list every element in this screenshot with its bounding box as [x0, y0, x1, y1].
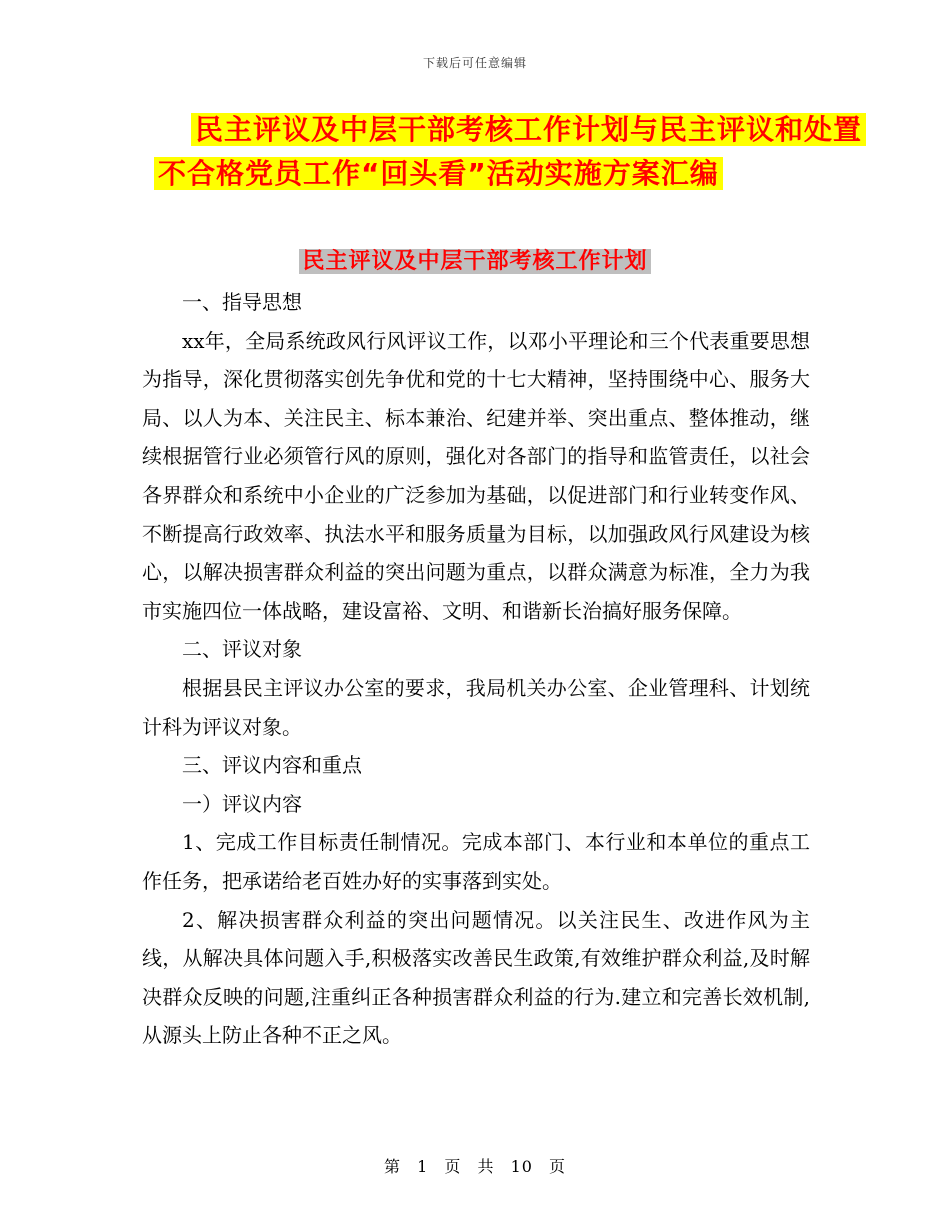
- header-note: 下载后可任意编辑: [422, 56, 527, 70]
- paragraph-item-2: 2、解决损害群众利益的突出问题情况。以关注民生、改进作风为主线，从解决具体问题入手,积极落实改善民生政策,有效维护群众利益,及时解决群众反映的问题,注重纠正各种损害群众利益的行为.建立和完善长效机制,从源头上防止各种不正之风。: [142, 907, 810, 1048]
- heading-guiding-ideology: 一、指导思想: [182, 290, 302, 314]
- footer-total-prefix: 共: [477, 1157, 495, 1176]
- subheading-evaluation-content: 一）评议内容: [182, 791, 302, 816]
- main-title-line-1-text: 民主评议及中层干部考核工作计划与民主评议和处置: [191, 113, 866, 146]
- heading-evaluation-targets: 二、评议对象: [182, 637, 302, 662]
- footer-total-pages: 10: [510, 1157, 533, 1176]
- main-title-line-1: [0, 112, 950, 148]
- footer-page-word: 页: [444, 1157, 462, 1176]
- paragraph-guiding-ideology: xx年，全局系统政风行风评议工作，以邓小平理论和三个代表重要思想为指导，深化贯彻落实创先争优和党的十七大精神，坚持围绕中心、服务大局、以人为本、关注民主、标本兼治、纪建并举、突出重点、整体推动，继续根据管行业必须管行风的原则，强化对各部门的指导和监管责任，以社会各界群众和系统中小企业的广泛参加为基础，以促进部门和行业转变作风、不断提高行政效率、执法水平和服务质量为目标，以加强政风行风建设为核心，以解决损害群众利益的突出问题为重点，以群众满意为标准，全力为我市实施四位一体战略，建设富裕、文明、和谐新长治搞好服务保障。: [142, 328, 810, 623]
- main-title-line-2-text: 不合格党员工作“回头看”活动实施方案汇编: [154, 157, 723, 190]
- heading-evaluation-content: 三、评议内容和重点: [182, 753, 362, 778]
- footer-total-word: 页: [549, 1157, 567, 1176]
- page-footer: [0, 1154, 950, 1177]
- paragraph-item-1: 1、完成工作目标责任制情况。完成本部门、本行业和本单位的重点工作任务，把承诺给老百姓办好的实事落到实处。: [142, 830, 810, 893]
- section-title: [0, 246, 950, 278]
- document-body: [142, 283, 810, 1055]
- paragraph-evaluation-targets: 根据县民主评议办公室的要求，我局机关办公室、企业管理科、计划统计科为评议对象。: [142, 675, 810, 739]
- footer-page-number: 1: [417, 1157, 429, 1176]
- main-title-line-2: [0, 156, 950, 192]
- footer-page-prefix: 第: [383, 1157, 401, 1176]
- section-title-text: 民主评议及中层干部考核工作计划: [299, 249, 650, 274]
